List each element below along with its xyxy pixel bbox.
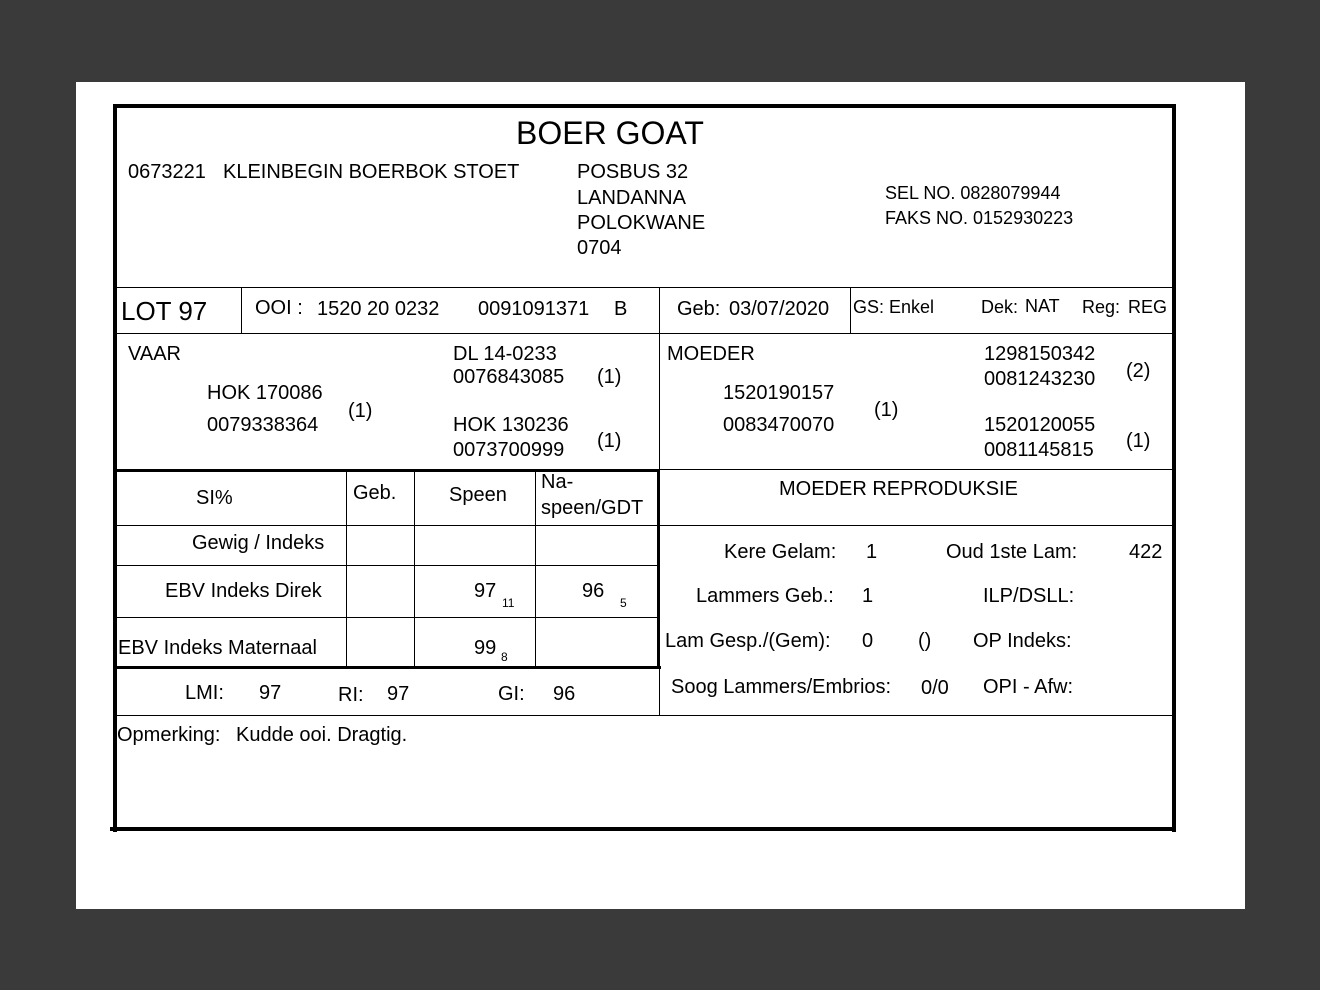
card-title: BOER GOAT: [516, 115, 704, 151]
card-border-left: [113, 104, 117, 832]
oud-1ste-lam-label: Oud 1ste Lam:: [946, 541, 1078, 563]
divider-pedigree-left: [116, 469, 659, 472]
divider-remark: [116, 715, 1172, 716]
gi-value: 96: [553, 683, 576, 705]
sire-dam-mark: (1): [597, 430, 622, 452]
dam-label: MOEDER: [667, 343, 755, 365]
address-line-1: POSBUS 32: [577, 161, 689, 183]
divider-header: [116, 287, 1172, 288]
dam-mark: (1): [874, 399, 899, 421]
lammers-geb-label: Lammers Geb.:: [696, 585, 834, 607]
sire-mark: (1): [348, 400, 373, 422]
gs-value: GS: Enkel: [853, 297, 935, 317]
divider-si-row2: [116, 617, 659, 618]
ooi-grade: B: [614, 298, 628, 320]
ebv-maternaal-speen: 99: [474, 637, 497, 659]
ri-value: 97: [387, 683, 410, 705]
gi-label: GI:: [498, 683, 525, 705]
ri-label: RI:: [338, 684, 364, 706]
ilp-dsll-label: ILP/DSLL:: [983, 585, 1075, 607]
fax-number: FAKS NO. 0152930223: [885, 208, 1074, 228]
naspeen-header-line2: speen/GDT: [541, 497, 644, 519]
row-label-gewig: Gewig / Indeks: [192, 532, 325, 554]
reproduction-heading: MOEDER REPRODUKSIE: [779, 478, 1018, 500]
sire-sire-number: 0076843085: [453, 366, 565, 388]
oud-1ste-lam-value: 422: [1129, 541, 1163, 563]
sire-id: HOK 170086: [207, 382, 323, 404]
lot-label: LOT 97: [121, 296, 208, 326]
birth-date: 03/07/2020: [729, 298, 830, 320]
lam-gesp-value: 0: [862, 630, 874, 652]
divider-gs-col: [850, 287, 851, 333]
birth-date-label: Geb:: [677, 298, 721, 320]
ebv-direk-speen-sub: 11: [502, 596, 515, 610]
ebv-maternaal-speen-sub: 8: [501, 650, 508, 664]
divider-si-bottom: [116, 666, 661, 669]
breeder-number: 0673221: [128, 161, 206, 183]
reg-value: REG: [1128, 297, 1168, 317]
divider-si-col2: [414, 470, 415, 667]
naspeen-header-line1: Na-: [541, 471, 574, 493]
soog-lammers-label: Soog Lammers/Embrios:: [671, 676, 892, 698]
ebv-direk-speen: 97: [474, 580, 497, 602]
soog-lammers-value: 0/0: [921, 677, 949, 699]
breeder-name: KLEINBEGIN BOERBOK STOET: [223, 161, 520, 183]
dam-dam-mark: (1): [1126, 430, 1151, 452]
divider-si-col3: [535, 470, 536, 667]
divider-si-row1: [116, 565, 659, 566]
lmi-label: LMI:: [185, 682, 224, 704]
lam-gesp-label: Lam Gesp./(Gem):: [665, 630, 831, 652]
address-line-4: 0704: [577, 237, 622, 259]
ebv-direk-naspeen: 96: [582, 580, 605, 602]
op-indeks-label: OP Indeks:: [973, 630, 1072, 652]
sire-label: VAAR: [128, 343, 181, 365]
reg-label: Reg:: [1082, 297, 1121, 317]
dam-sire-mark: (2): [1126, 360, 1151, 382]
sire-sire-mark: (1): [597, 366, 622, 388]
sire-dam-number: 0073700999: [453, 439, 565, 461]
divider-pedigree-right: [659, 469, 1172, 470]
kere-gelam-value: 1: [866, 541, 878, 563]
row-label-ebv-maternaal: EBV Indeks Maternaal: [118, 637, 317, 659]
divider-si-center-bold: [657, 469, 660, 669]
dek-label: Dek:: [981, 297, 1019, 317]
opi-afw-label: OPI - Afw:: [983, 676, 1074, 698]
ooi-reg-number: 0091091371: [478, 298, 590, 320]
divider-si-col1: [346, 470, 347, 667]
lmi-value: 97: [259, 682, 282, 704]
geb-header: Geb.: [353, 482, 397, 504]
dam-dam-number: 0081145815: [984, 439, 1094, 461]
dek-value: NAT: [1025, 296, 1060, 316]
ebv-direk-naspeen-sub: 5: [620, 596, 627, 610]
lam-gem-value: (): [918, 630, 932, 652]
row-label-ebv-direk: EBV Indeks Direk: [165, 580, 322, 602]
address-line-2: LANDANNA: [577, 187, 686, 209]
divider-lot: [116, 333, 1172, 334]
cell-number: SEL NO. 0828079944: [885, 183, 1061, 203]
divider-lot-col: [241, 287, 242, 333]
sire-sire-id: DL 14-0233: [453, 343, 557, 365]
dam-sire-id: 1298150342: [984, 343, 1096, 365]
kere-gelam-label: Kere Gelam:: [724, 541, 837, 563]
address-line-3: POLOKWANE: [577, 212, 706, 234]
lammers-geb-value: 1: [862, 585, 874, 607]
divider-si-head: [116, 525, 1172, 526]
speen-header: Speen: [449, 484, 507, 506]
ooi-label: OOI :: [255, 297, 303, 319]
dam-id: 1520190157: [723, 382, 835, 404]
sire-number: 0079338364: [207, 414, 319, 436]
dam-number: 0083470070: [723, 414, 835, 436]
card-border-top: [113, 104, 1176, 108]
sire-dam-id: HOK 130236: [453, 414, 569, 436]
remark-text: Kudde ooi. Dragtig.: [236, 724, 408, 746]
dam-sire-number: 0081243230: [984, 368, 1096, 390]
dam-dam-id: 1520120055: [984, 414, 1096, 436]
card-border-bottom: [110, 827, 1176, 831]
card-border-right: [1172, 104, 1176, 832]
remark-label: Opmerking:: [117, 724, 221, 746]
ooi-number: 1520 20 0232: [317, 298, 440, 320]
si-header: SI%: [196, 487, 233, 509]
